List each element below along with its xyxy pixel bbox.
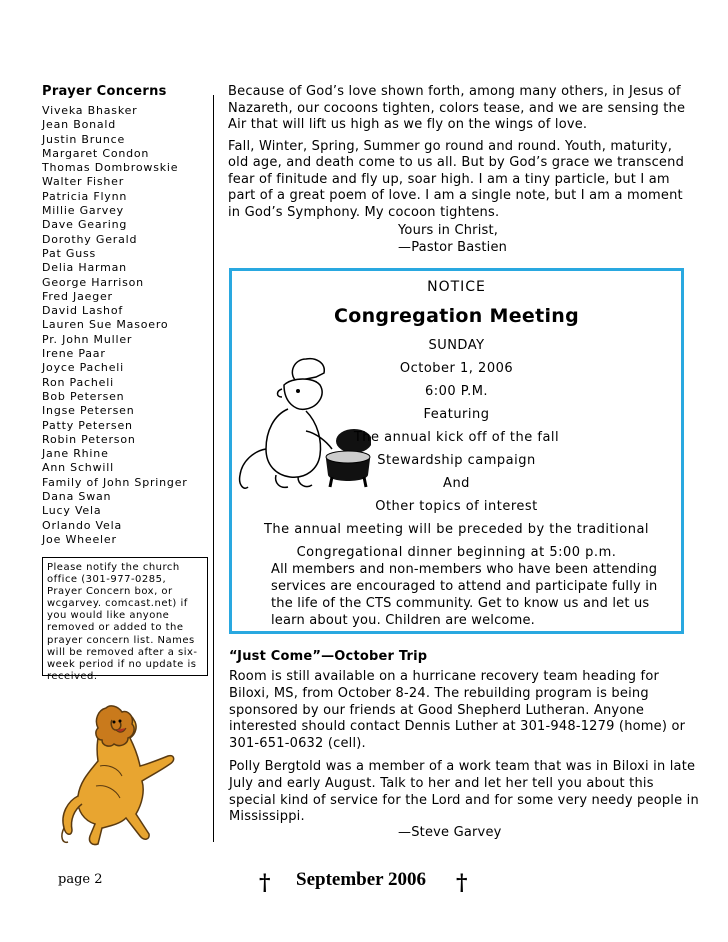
prayer-name: Fred Jaeger [42, 289, 113, 303]
prayer-name: Ron Pacheli [42, 375, 114, 389]
meeting-time: 6:00 P.M. [424, 384, 489, 399]
prayer-name: Family of John Springer [42, 475, 188, 489]
prayer-concerns-section [42, 84, 212, 547]
agenda-and: And [443, 476, 470, 491]
pastor-message [228, 84, 688, 226]
prayer-name: Margaret Condon [42, 146, 150, 160]
prayer-name: George Harrison [42, 275, 144, 289]
prayer-name: Walter Fisher [42, 175, 125, 189]
trip-article-title: “Just Come”—October Trip [229, 649, 428, 664]
prayer-name: Joyce Pacheli [42, 361, 124, 375]
prayer-name: Ingse Petersen [42, 404, 135, 418]
prayer-name: David Lashof [42, 304, 124, 318]
meeting-date: October 1, 2006 [399, 361, 514, 376]
trip-paragraph-1: Room is still available on a hurricane recovery team heading for Biloxi, MS, from October 8-24. The rebuilding program is being sponsored by our friends at Good Shepherd Lutheran. Anyone interested should contact Dennis Luther at 301-948-1279 (home) or 301-651-0632 (cell). [229, 669, 686, 752]
prayer-name: Joe Wheeler [42, 532, 117, 546]
attendance-note: All members and non-members who have been attending services are encouraged to attend and participate fully in the life of the CTS community. Get to know us and let us learn about you. Children are welcome. [271, 562, 658, 628]
prayer-name: Dave Gearing [42, 218, 128, 232]
trip-article-body [229, 669, 699, 832]
prayer-name: Jean Bonald [42, 118, 117, 132]
page-number: page 2 [58, 872, 103, 887]
prayer-concerns-title: Prayer Concerns [42, 84, 167, 99]
prayer-name: Justin Brunce [42, 132, 126, 146]
footer-date: September 2006 [296, 869, 426, 890]
prayer-name: Pat Guss [42, 246, 97, 260]
prayer-name: Millie Garvey [42, 204, 124, 218]
pastor-message-paragraph-2: Fall, Winter, Spring, Summer go round and round. Youth, maturity, old age, and death come to us all. But by God’s grace we transcend fear of finitude and fly up, soar high. I am a tiny particle, but I am part of a great poem of love. I am a single note, but I am a moment in God’s Symphony. My cocoon tightens. [228, 138, 685, 220]
cross-icon: † [456, 870, 468, 896]
trip-signature: —Steve Garvey [398, 825, 502, 840]
prayer-name: Thomas Dombrowskie [42, 161, 179, 175]
pastor-closing: Yours in Christ, [398, 223, 499, 238]
prayer-name: Irene Paar [42, 347, 106, 361]
pastor-message-paragraph-1: Because of God’s love shown forth, among many others, in Jesus of Nazareth, our cocoons tighten, colors tease, and we are sensing the Air that will lift us high as we fly on the wings of love. [228, 84, 686, 132]
agenda-item-kickoff: The annual kick off of the fall [353, 430, 560, 445]
notice-box [229, 268, 684, 634]
prayer-name: Patricia Flynn [42, 189, 128, 203]
meeting-title: Congregation Meeting [334, 305, 579, 327]
prayer-name: Dorothy Gerald [42, 232, 138, 246]
notify-note: Please notify the church office (301-977-0285, Prayer Concern box, or wcgarvey. comcast.net) if you would like anyone removed or added to the prayer concern list. Names will be removed after a six-week period if no update is received. [42, 557, 208, 676]
page-footer [42, 864, 702, 904]
meeting-day: SUNDAY [428, 338, 485, 353]
lion-illustration [50, 686, 185, 856]
prayer-name: Dana Swan [42, 490, 112, 504]
trip-paragraph-2: Polly Bergtold was a member of a work team that was in Biloxi in late July and early August. Talk to her and let her tell you about this special kind of service for the Lord and for some very needy people in Mississippi. [229, 758, 699, 825]
cross-icon: † [259, 870, 271, 896]
prayer-name: Lucy Vela [42, 504, 102, 518]
prayer-name: Robin Peterson [42, 432, 136, 446]
prayer-name: Pr. John Muller [42, 332, 133, 346]
column-divider [213, 95, 214, 842]
pastor-signoff [398, 222, 507, 256]
prayer-list [42, 104, 212, 547]
prayer-name: Delia Harman [42, 261, 127, 275]
featuring-label: Featuring [423, 407, 490, 422]
prayer-name: Jane Rhine [42, 447, 109, 461]
prayer-name: Orlando Vela [42, 518, 122, 532]
prayer-name: Ann Schwill [42, 461, 114, 475]
prayer-name: Viveka Bhasker [42, 104, 138, 117]
agenda-item-stewardship: Stewardship campaign [377, 453, 536, 468]
pastor-signature: —Pastor Bastien [398, 240, 508, 255]
prayer-name: Lauren Sue Masoero [42, 318, 169, 332]
prayer-name: Patty Petersen [42, 418, 133, 432]
agenda-item-other: Other topics of interest [375, 499, 538, 514]
dinner-line-2: Congregational dinner beginning at 5:00 p.m. [296, 545, 617, 560]
dinner-line-1: The annual meeting will be preceded by the traditional [263, 522, 650, 537]
prayer-name: Bob Petersen [42, 389, 125, 403]
notice-heading: NOTICE [427, 279, 486, 295]
